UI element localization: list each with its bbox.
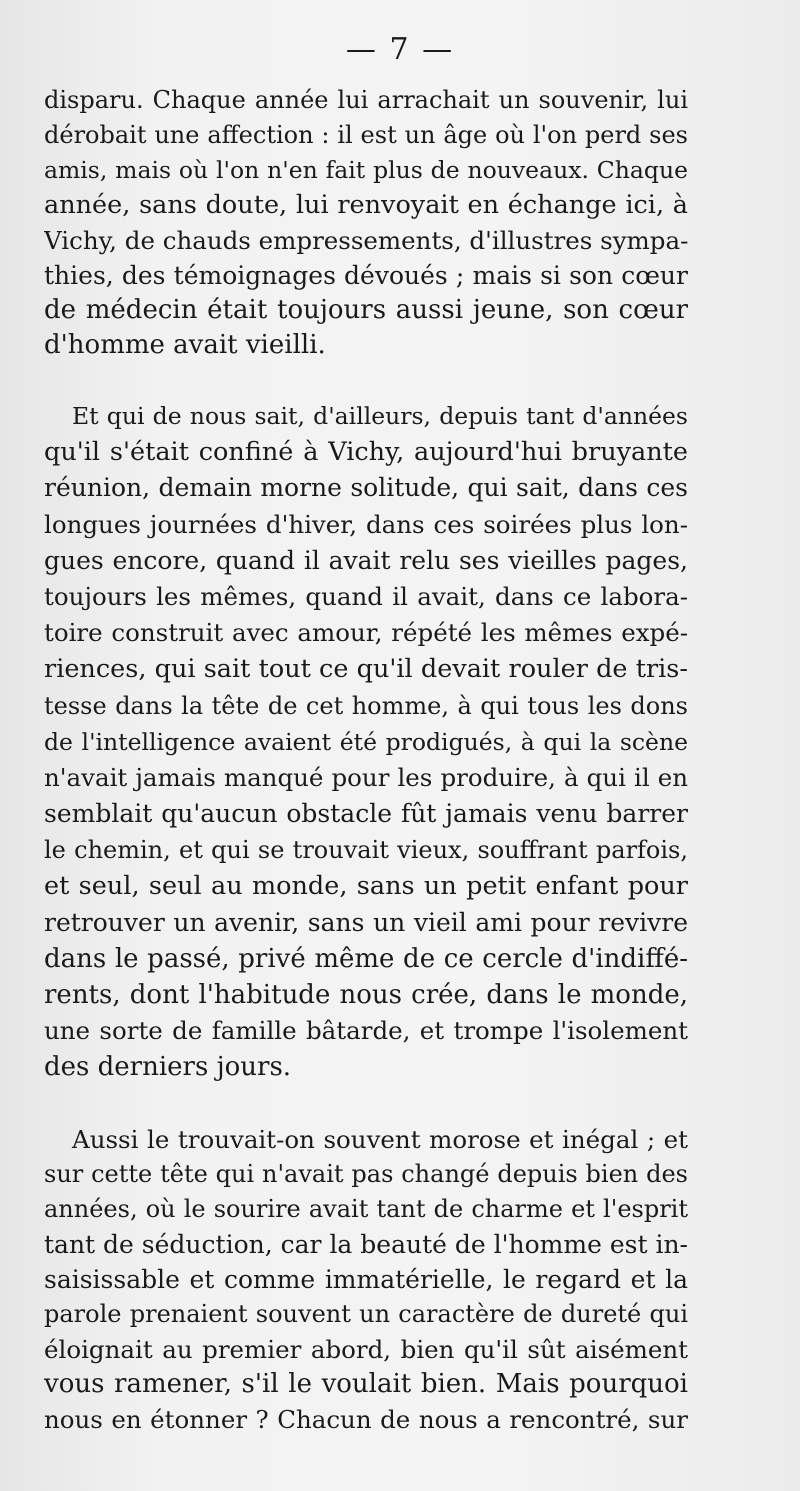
text-line: semblait qu'aucun obstacle fût jamais venu barrer (44, 799, 688, 829)
text-line: parole prenaient souvent un caractère de dureté qui (44, 1300, 688, 1328)
text-line: toujours les mêmes, quand il avait, dans ce labora- (44, 581, 688, 611)
text-line: thies, des témoignages dévoués ; mais si son cœur (44, 261, 688, 290)
text-line: de médecin était toujours aussi jeune, son cœur (44, 295, 688, 325)
text-line: de l'intelligence avaient été prodigués, à qui la scène (44, 727, 688, 756)
text-line: une sorte de famille bâtarde, et trompe l'isolement (44, 1016, 688, 1046)
text-line: tesse dans la tête de cet homme, à qui tous les dons (44, 691, 688, 720)
text-line: amis, mais où l'on n'en fait plus de nouveaux. Chaque (44, 156, 688, 184)
text-line: dérobait une affection : il est un âge où l'on perd ses (44, 121, 688, 149)
text-line: qu'il s'était confiné à Vichy, aujourd'hui bruyante (44, 437, 688, 468)
text-line: années, où le sourire avait tant de charme et l'esprit (44, 1195, 688, 1223)
text-line: vous ramener, s'il le voulait bien. Mais pourquoi (44, 1369, 688, 1399)
text-line: Aussi le trouvait-on souvent morose et inégal ; et (72, 1125, 688, 1154)
text-line: réunion, demain morne solitude, qui sait, dans ces (44, 473, 688, 503)
text-line: n'avait jamais manqué pour les produire, à qui il en (44, 762, 688, 792)
text-line: dans le passé, privé même de ce cercle d'indiffé- (44, 943, 688, 974)
text-line: et seul, seul au monde, sans un petit enfant pour (44, 871, 688, 902)
text-line: Vichy, de chauds empressements, d'illustres sympa- (44, 226, 688, 255)
paragraph-2 (44, 398, 688, 1086)
text-line: saisissable et comme immatérielle, le regard et la (44, 1265, 688, 1294)
text-line: sur cette tête qui n'avait pas changé depuis bien des (44, 1160, 688, 1188)
page-number: — 7 — (345, 32, 455, 67)
text-line: disparu. Chaque année lui arrachait un souvenir, lui (44, 86, 688, 114)
text-line: rents, dont l'habitude nous crée, dans le monde, (44, 980, 688, 1010)
text-line: longues journées d'hiver, dans ces soirées plus lon- (44, 509, 688, 539)
text-line: d'homme avait vieilli. (44, 330, 326, 360)
text-line: toire construit avec amour, répété les mêmes expé- (44, 618, 688, 648)
text-line: tant de séduction, car la beauté de l'homme est in- (44, 1230, 688, 1259)
text-line: nous en étonner ? Chacun de nous a rencontré, sur (44, 1405, 688, 1434)
text-line: le chemin, et qui se trouvait vieux, souffrant parfois, (44, 836, 688, 865)
paragraph-3 (44, 1122, 688, 1437)
text-line: retrouver un avenir, sans un vieil ami pour revivre (44, 907, 688, 937)
paragraph-1 (44, 83, 688, 363)
text-line: éloignait au premier abord, bien qu'il sût aisément (44, 1335, 688, 1364)
text-line: année, sans doute, lui renvoyait en échange ici, à (44, 190, 688, 220)
text-line: Et qui de nous sait, d'ailleurs, depuis tant d'années (72, 402, 688, 430)
text-line: gues encore, quand il avait relu ses vieilles pages, (44, 545, 688, 575)
text-line: riences, qui sait tout ce qu'il devait rouler de tris- (44, 654, 688, 685)
text-line: des derniers jours. (44, 1052, 292, 1083)
